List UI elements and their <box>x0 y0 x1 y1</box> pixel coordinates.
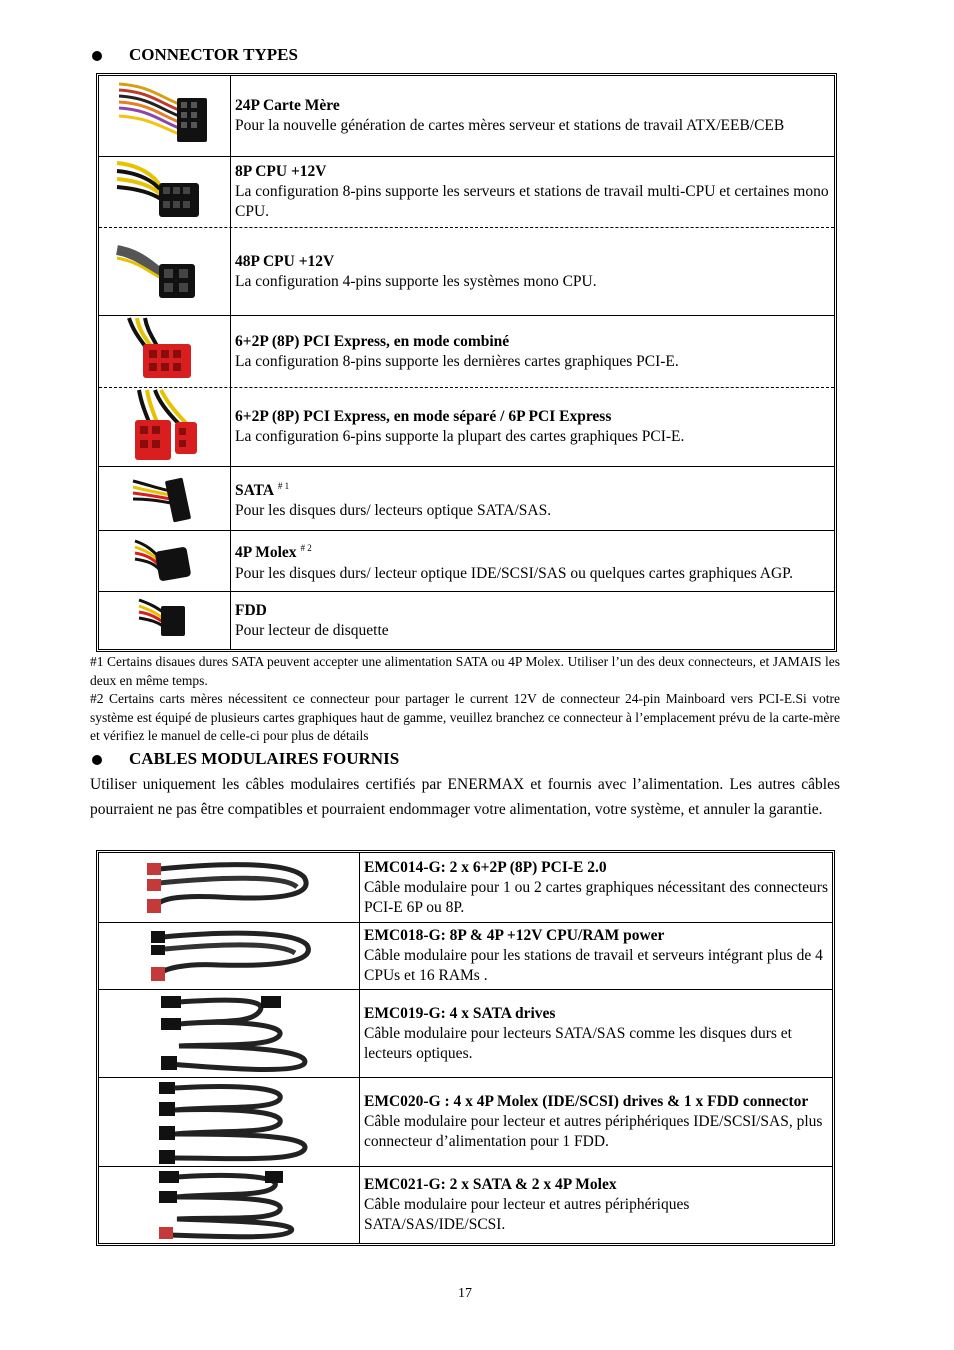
connector-desc: Pour les disques durs/ lecteurs optique SATA/SAS. <box>235 502 552 520</box>
cable-desc: Câble modulaire pour 1 ou 2 cartes graphiques nécessitant des connecteurs PCI-E 6P ou 8P. <box>364 878 828 916</box>
cable-desc: Câble modulaire pour lecteur et autres périphériques IDE/SCSI/SAS, plus connecteur d’alimentation pour 1 FDD. <box>364 1113 823 1150</box>
connector-4p-cpu-icon <box>99 228 231 315</box>
table-row <box>99 157 834 228</box>
cable-title: EMC020-G : 4 x 4P Molex (IDE/SCSI) drives & 1 x FDD connector <box>364 1093 809 1110</box>
connector-title: 6+2P (8P) PCI Express, en mode séparé / 6P PCI Express <box>235 408 612 425</box>
table-row <box>99 1167 832 1243</box>
cable-emc019-icon <box>99 990 360 1077</box>
connector-title: 6+2P (8P) PCI Express, en mode combiné <box>235 332 510 350</box>
connector-desc: Pour lecteur de disquette <box>235 621 389 639</box>
connector-desc: La configuration 8-pins supporte les serveurs et stations de travail multi-CPU et certaines mono CPU. <box>235 183 829 220</box>
connector-24p-icon <box>99 76 231 156</box>
connector-title: 8P CPU +12V <box>235 163 327 180</box>
table-row <box>99 531 834 592</box>
connector-table <box>96 73 837 652</box>
table-row <box>99 1078 832 1167</box>
footnote-ref: # 2 <box>300 543 312 554</box>
table-row <box>99 990 832 1078</box>
section-title-connector-types: CONNECTOR TYPES <box>129 45 298 64</box>
connector-pcie-combined-icon <box>99 316 231 387</box>
cable-title: EMC014-G: 2 x 6+2P (8P) PCI-E 2.0 <box>364 858 607 876</box>
connector-desc: La configuration 6-pins supporte la plupart des cartes graphiques PCI-E. <box>235 428 685 445</box>
bullet-icon <box>92 51 102 61</box>
bullet-icon <box>92 755 102 765</box>
cable-title: EMC019-G: 4 x SATA drives <box>364 1004 556 1022</box>
cable-table <box>96 850 835 1246</box>
connector-pcie-separated-icon <box>99 388 231 466</box>
section-title-modular-cables: CABLES MODULAIRES FOURNIS <box>129 749 400 768</box>
cable-title: EMC021-G: 2 x SATA & 2 x 4P Molex <box>364 1176 617 1193</box>
table-row <box>99 76 834 157</box>
table-row <box>99 592 834 649</box>
connector-molex-icon <box>99 531 231 591</box>
connector-sata-icon <box>99 467 231 530</box>
table-row <box>99 316 834 388</box>
connector-desc: Pour la nouvelle génération de cartes mères serveur et stations de travail ATX/EEB/CEB <box>235 117 785 134</box>
cable-emc014-icon <box>99 853 360 922</box>
table-row <box>99 923 832 990</box>
cable-desc: Câble modulaire pour les stations de travail et serveurs intégrant plus de 4 CPUs et 16 RAMs . <box>364 947 823 984</box>
cable-emc020-icon <box>99 1078 360 1166</box>
connector-desc: La configuration 4-pins supporte les systèmes mono CPU. <box>235 272 597 290</box>
footnote-ref: # 1 <box>277 480 290 491</box>
connector-desc: La configuration 8-pins supporte les dernières cartes graphiques PCI-E. <box>235 352 679 370</box>
connector-desc: Pour les disques durs/ lecteur optique IDE/SCSI/SAS ou quelques cartes graphiques AGP. <box>235 564 793 582</box>
footnote-2: #2 Certains carts mères nécessitent ce connecteur pour partager le current 12V de connecteur 24-pin Mainboard vers PCI-E.Si votre système est équipé de plusieurs cartes graphiques haut de gamme, veuillez branchez ce connecteur à l’emplacement prévu de la carte-mère et vérifiez le manuel de celle-ci pour plus de détails <box>90 691 840 743</box>
cable-title: EMC018-G: 8P & 4P +12V CPU/RAM power <box>364 927 665 944</box>
connector-8p-cpu-icon <box>99 157 231 227</box>
table-row <box>99 228 834 316</box>
cable-emc018-icon <box>99 923 360 989</box>
connector-title: 48P CPU +12V <box>235 252 335 270</box>
intro-paragraph: Utiliser uniquement les câbles modulaires certifiés par ENERMAX et fournis avec l’alimentation. Les autres câbles pourraient ne pas être compatibles et pourraient endommager votre alimentation, votre système, et annuler la garantie. <box>90 776 840 818</box>
connector-title: 24P Carte Mère <box>235 97 340 114</box>
cable-desc: Câble modulaire pour lecteur et autres périphériques SATA/SAS/IDE/SCSI. <box>364 1196 690 1233</box>
table-row <box>99 388 834 467</box>
connector-title: FDD <box>235 601 267 619</box>
table-row <box>99 467 834 531</box>
cable-desc: Câble modulaire pour lecteurs SATA/SAS comme les disques durs et lecteurs optiques. <box>364 1024 792 1062</box>
cable-emc021-icon <box>99 1167 360 1243</box>
table-row <box>99 853 832 923</box>
connector-title: SATA <box>235 482 275 500</box>
page-number: 17 <box>458 1286 472 1301</box>
connector-fdd-icon <box>99 592 231 649</box>
connector-title: 4P Molex <box>235 544 297 562</box>
footnote-1: #1 Certains disaues dures SATA peuvent accepter une alimentation SATA ou 4P Molex. Utiliser l’un des deux connecteurs, et JAMAIS les deux en même temps. <box>90 654 840 688</box>
